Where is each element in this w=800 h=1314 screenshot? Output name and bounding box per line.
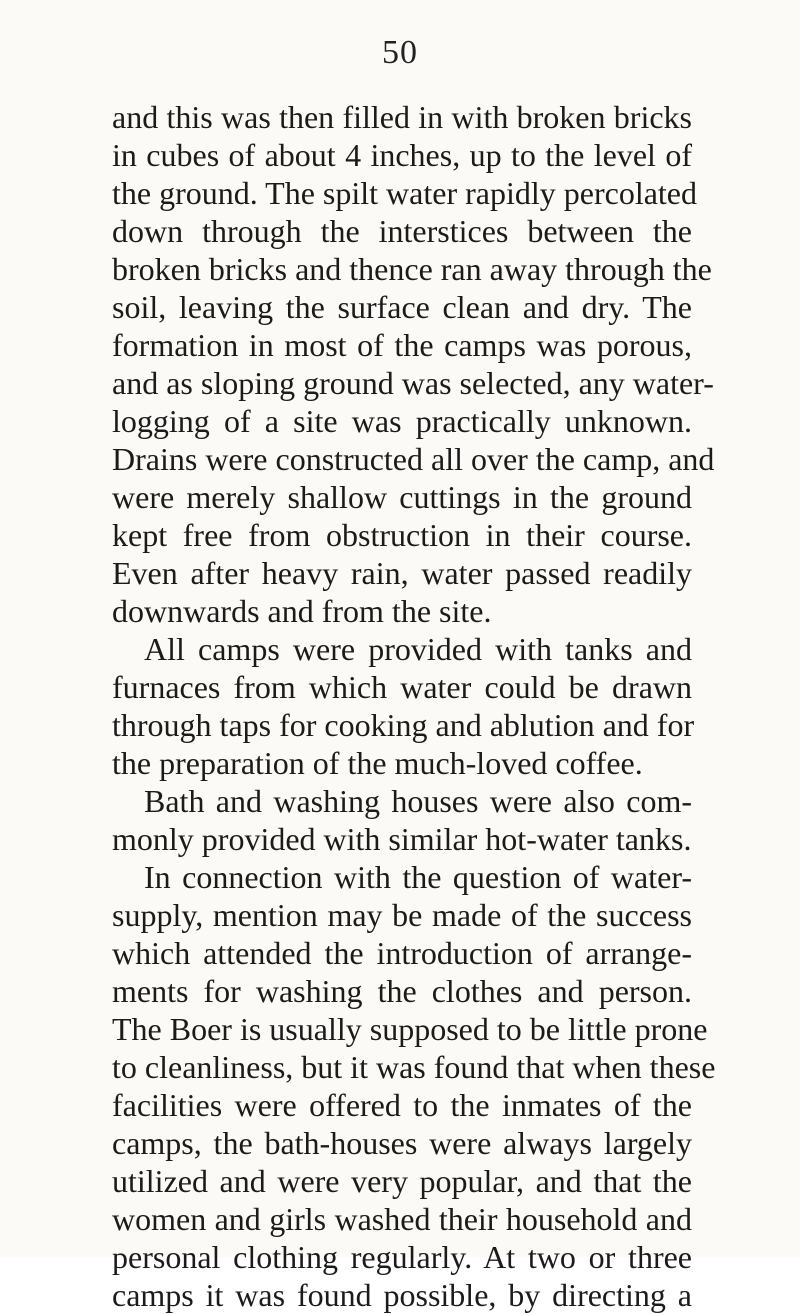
text-line: formation in most of the camps was porous,: [112, 327, 692, 363]
text-line: logging of a site was practically unknown.: [112, 403, 692, 439]
text-line: The Boer is usually supposed to be little prone: [112, 1011, 708, 1047]
text-line: downwards and from the site.: [112, 593, 492, 629]
text-line: camps, the bath-houses were always largely: [112, 1125, 692, 1161]
text-line: soil, leaving the surface clean and dry. The: [112, 289, 692, 325]
text-line: in cubes of about 4 inches, up to the level of: [112, 137, 692, 173]
text-line: to cleanliness, but it was found that when these: [112, 1049, 716, 1085]
text-line: broken bricks and thence ran away through the: [112, 251, 712, 287]
text-line: kept free from obstruction in their course.: [112, 517, 692, 553]
text-line: Even after heavy rain, water passed readily: [112, 555, 692, 591]
text-line: ments for washing the clothes and person.: [112, 973, 692, 1009]
text-line: utilized and were very popular, and that the: [112, 1163, 692, 1199]
text-line: All camps were provided with tanks and: [144, 631, 692, 667]
text-line: Drains were constructed all over the camp, and: [112, 441, 715, 477]
text-line: through taps for cooking and ablution and for: [112, 707, 695, 743]
text-line: women and girls washed their household and: [112, 1201, 692, 1237]
text-line: facilities were offered to the inmates of the: [112, 1087, 692, 1123]
text-line: which attended the introduction of arrange-: [112, 935, 692, 971]
text-line: Bath and washing houses were also com-: [144, 783, 692, 819]
text-line: camps it was found possible, by directing a: [112, 1277, 692, 1313]
text-line: monly provided with similar hot-water tanks.: [112, 821, 692, 857]
text-line: and this was then filled in with broken bricks: [112, 99, 692, 135]
text-line: the preparation of the much-loved coffee.: [112, 745, 643, 781]
text-line: down through the interstices between the: [112, 213, 692, 249]
text-line: and as sloping ground was selected, any water-: [112, 365, 714, 401]
text-line: were merely shallow cuttings in the ground: [112, 479, 692, 515]
text-line: personal clothing regularly. At two or three: [112, 1239, 692, 1275]
page-number: 50: [382, 34, 418, 71]
body-text: [112, 98, 716, 1314]
text-line: furnaces from which water could be drawn: [112, 669, 692, 705]
text-line: In connection with the question of water-: [144, 859, 692, 895]
text-line: the ground. The spilt water rapidly percolated: [112, 175, 697, 211]
text-line: supply, mention may be made of the success: [112, 897, 692, 933]
